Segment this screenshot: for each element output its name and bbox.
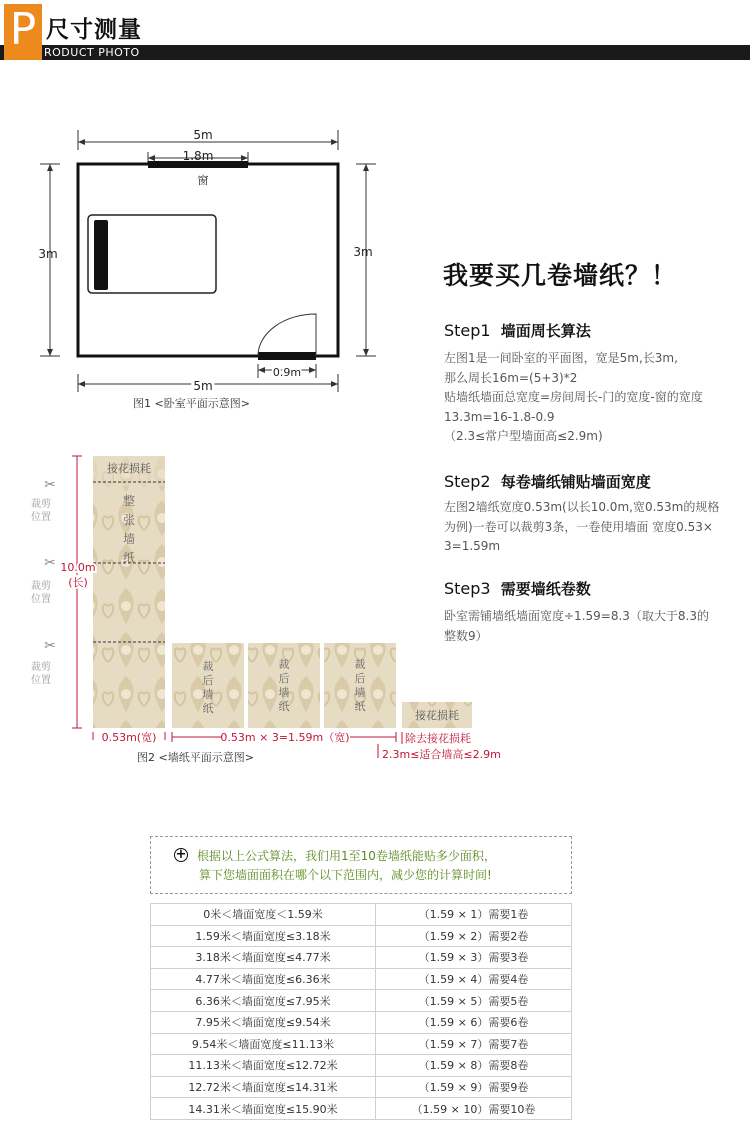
- svg-text:裁: 裁: [31, 499, 41, 510]
- table-row: [151, 904, 572, 926]
- step1-heading: Step1 墙面周长算法: [444, 321, 591, 340]
- svg-text:裁: 裁: [278, 658, 290, 671]
- svg-text:裁: 裁: [31, 581, 41, 592]
- wallpaper-strip-figure: [0, 452, 501, 772]
- svg-text:置: 置: [41, 512, 51, 523]
- roll-count-table: [150, 903, 572, 1120]
- svg-text:剪: 剪: [41, 499, 51, 510]
- question-heading: 我要买几卷墙纸？！: [443, 261, 678, 290]
- roll-length-label: 10.0m: [60, 561, 96, 574]
- table-row: [151, 1011, 572, 1033]
- svg-text:裁: 裁: [31, 662, 41, 673]
- page-subtitle: RODUCT PHOTO: [44, 46, 140, 59]
- rolls-needed-cell: （1.59 × 9）需要9卷: [376, 1076, 572, 1098]
- table-row: [151, 1076, 572, 1098]
- svg-text:剪: 剪: [41, 581, 51, 592]
- rolls-needed-cell: （1.59 × 7）需要7卷: [376, 1033, 572, 1055]
- table-row: [151, 968, 572, 990]
- cut-marker-2: [31, 555, 56, 605]
- step2-body: 左图2墙纸宽度0.53m(以长10.0m,宽0.53m的规格 为例)一卷可以裁剪3条，一卷使用墙面 宽度0.53× 3=1.59m: [444, 500, 720, 553]
- window-label: 窗: [197, 174, 209, 187]
- svg-text:墙: 墙: [202, 688, 214, 701]
- table-row: [151, 990, 572, 1012]
- cut-marker-1: [31, 477, 56, 523]
- bottom-width-label: 5m: [193, 379, 213, 393]
- rolls-needed-cell: （1.59 × 6）需要6卷: [376, 1011, 572, 1033]
- suitable-height-label: 2.3m≤适合墙高≤2.9m: [382, 748, 501, 761]
- width-range-cell: 1.59米＜墙面宽度≤3.18米: [151, 925, 376, 947]
- rolls-needed-cell: （1.59 × 3）需要3卷: [376, 947, 572, 969]
- svg-text:纸: 纸: [202, 702, 214, 715]
- floor-plan-figure: [0, 120, 420, 420]
- left-height-label: 3m: [38, 247, 58, 261]
- scissors-icon: ✂: [44, 555, 56, 571]
- svg-text:剪: 剪: [41, 662, 51, 673]
- width-range-cell: 9.54米＜墙面宽度≤11.13米: [151, 1033, 376, 1055]
- table-row: [151, 1055, 572, 1077]
- svg-text:后: 后: [354, 672, 366, 685]
- waste-label-top: 接花损耗: [107, 462, 151, 475]
- width-range-cell: 4.77米＜墙面宽度≤6.36米: [151, 968, 376, 990]
- roll-length-note: (长): [68, 576, 88, 589]
- step2-heading: Step2 每卷墙纸铺贴墙面宽度: [444, 472, 651, 491]
- window-width-label: 1.8m: [182, 149, 214, 163]
- svg-text:置: 置: [41, 675, 51, 686]
- figure2-caption: 图2 <墙纸平面示意图>: [137, 751, 254, 764]
- table-row: [151, 947, 572, 969]
- rolls-needed-cell: （1.59 × 2）需要2卷: [376, 925, 572, 947]
- door-width-label: 0.9m: [272, 366, 302, 379]
- remove-waste-label: 除去接花损耗: [405, 732, 471, 745]
- table-row: [151, 1033, 572, 1055]
- scissors-icon: ✂: [44, 638, 56, 654]
- width-range-cell: 11.13米＜墙面宽度≤12.72米: [151, 1055, 376, 1077]
- svg-text:位: 位: [31, 594, 41, 605]
- door-swing: [258, 314, 316, 356]
- pillow: [94, 220, 108, 290]
- waste-label-bottom: 接花损耗: [415, 709, 459, 722]
- rolls-needed-cell: （1.59 × 1）需要1卷: [376, 904, 572, 926]
- svg-text:张: 张: [122, 513, 136, 527]
- svg-text:裁: 裁: [354, 658, 366, 671]
- page-title: 尺寸测量: [46, 17, 142, 43]
- plus-circle-icon: +: [175, 847, 187, 862]
- svg-text:墙: 墙: [278, 686, 290, 699]
- right-height-label: 3m: [353, 245, 373, 259]
- roll-width-label: 0.53m(宽): [101, 731, 157, 744]
- svg-text:纸: 纸: [354, 700, 366, 713]
- width-range-cell: 12.72米＜墙面宽度≤14.31米: [151, 1076, 376, 1098]
- svg-text:裁: 裁: [202, 660, 214, 673]
- table-row: [151, 1098, 572, 1120]
- width-range-cell: 3.18米＜墙面宽度≤4.77米: [151, 947, 376, 969]
- step3-body: 卧室需铺墙纸墙面宽度÷1.59=8.3（取大于8.3的 整数9）: [444, 609, 709, 643]
- svg-text:纸: 纸: [122, 551, 136, 565]
- figure1-caption: 图1 <卧室平面示意图>: [133, 397, 250, 410]
- svg-text:位: 位: [31, 512, 41, 523]
- width-range-cell: 7.95米＜墙面宽度≤9.54米: [151, 1011, 376, 1033]
- top-width-label: 5m: [193, 128, 213, 142]
- rolls-needed-cell: （1.59 × 10）需要10卷: [376, 1098, 572, 1120]
- table-row: [151, 925, 572, 947]
- svg-text:纸: 纸: [278, 700, 290, 713]
- svg-text:后: 后: [278, 672, 290, 685]
- rolls-needed-cell: （1.59 × 8）需要8卷: [376, 1055, 572, 1077]
- strips-width-label: 0.53m × 3=1.59m（宽): [220, 731, 350, 744]
- width-range-cell: 6.36米＜墙面宽度≤7.95米: [151, 990, 376, 1012]
- svg-text:整: 整: [122, 494, 136, 508]
- step3-heading: Step3 需要墙纸卷数: [444, 579, 591, 598]
- rolls-needed-cell: （1.59 × 4）需要4卷: [376, 968, 572, 990]
- svg-text:墙: 墙: [354, 686, 366, 699]
- width-range-cell: 14.31米＜墙面宽度≤15.90米: [151, 1098, 376, 1120]
- header-badge: P: [4, 4, 42, 60]
- svg-text:置: 置: [41, 594, 51, 605]
- svg-text:后: 后: [202, 674, 214, 687]
- scissors-icon: ✂: [44, 477, 56, 493]
- notice-text: 根据以上公式算法，我们用1至10卷墙纸能贴多少面积， 算下您墙面面积在哪个以下范围内，减少您的计算时间!: [197, 849, 496, 882]
- rolls-needed-cell: （1.59 × 5）需要5卷: [376, 990, 572, 1012]
- svg-text:位: 位: [31, 675, 41, 686]
- width-range-cell: 0米＜墙面宽度＜1.59米: [151, 904, 376, 926]
- step1-body: 左图1是一间卧室的平面图，宽是5m,长3m, 那么周长16m=(5+3)*2 贴墙纸墙面总宽度=房间周长-门的宽度-窗的宽度 13.3m=16-1.8-0.9 （2.3≤常户型墙面高≤2.9m): [444, 351, 703, 443]
- svg-text:墙: 墙: [122, 532, 136, 546]
- cut-marker-3: [31, 638, 56, 686]
- door: [258, 352, 316, 360]
